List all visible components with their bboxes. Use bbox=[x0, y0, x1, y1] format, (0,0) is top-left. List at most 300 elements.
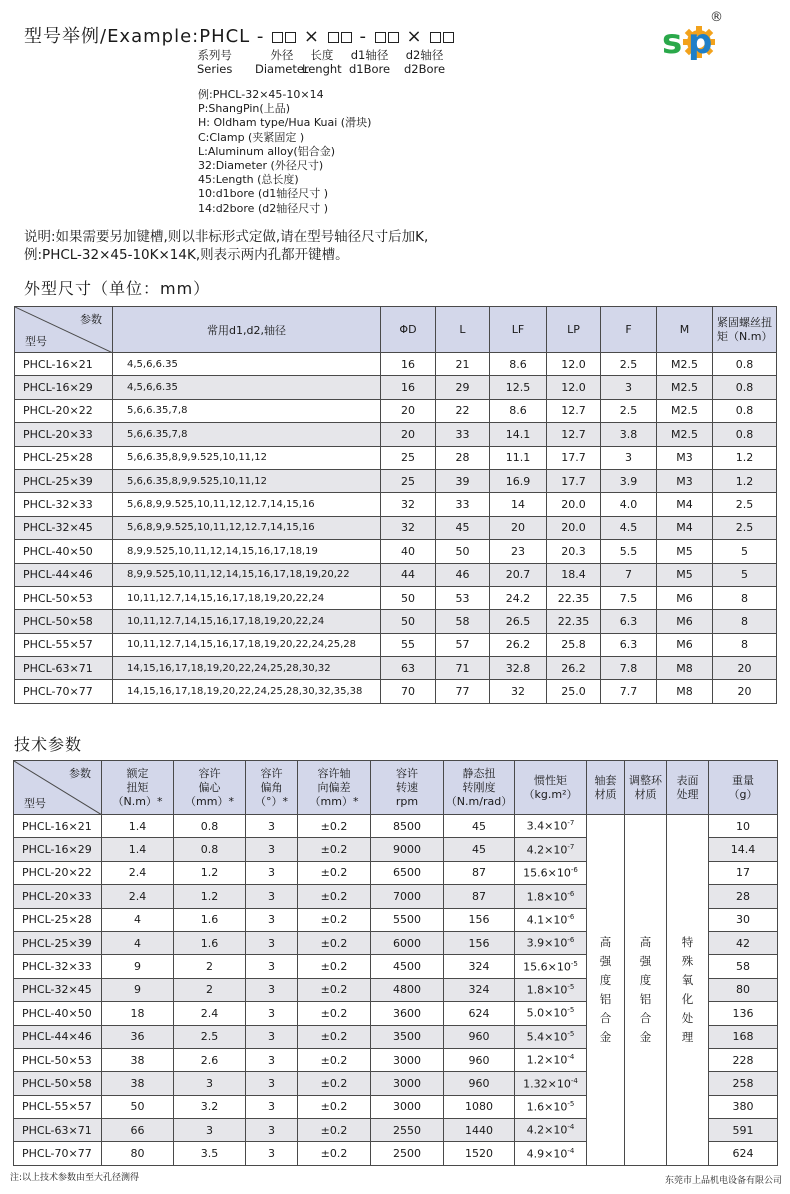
inertia-cell bbox=[515, 838, 587, 861]
stiffness-cell: 960 bbox=[444, 1025, 515, 1048]
model-cell: PHCL-55×57 bbox=[14, 1095, 102, 1118]
example-explanation bbox=[198, 88, 371, 216]
bore-cell: 8,9,9.525,10,11,12,14,15,16,17,18,19 bbox=[113, 540, 381, 563]
screw-torque-cell: 2.5 bbox=[713, 516, 777, 539]
speed-cell: 5500 bbox=[371, 908, 444, 931]
dash-symbol: - bbox=[359, 26, 367, 47]
lf-cell: 32 bbox=[490, 680, 547, 703]
lf-cell: 26.2 bbox=[490, 633, 547, 656]
footer-note: 注:以上技术参数由至大孔径测得 bbox=[10, 1173, 140, 1183]
bore-cell: 4,5,6,6.35 bbox=[113, 376, 381, 399]
dims-column-header: F bbox=[601, 307, 657, 353]
inertia-exponent: -5 bbox=[567, 1100, 575, 1109]
inertia-cell bbox=[515, 1095, 587, 1118]
model-cell: PHCL-16×29 bbox=[14, 838, 102, 861]
ring-material-cell bbox=[625, 815, 667, 1166]
angle-cell: 3 bbox=[246, 1002, 298, 1025]
field-label-en: d2Bore bbox=[404, 62, 446, 76]
weight-cell: 591 bbox=[709, 1119, 778, 1142]
model-cell: PHCL-44×46 bbox=[14, 1025, 102, 1048]
axial-offset-cell: ±0.2 bbox=[298, 1095, 371, 1118]
length-cell: 46 bbox=[436, 563, 490, 586]
eccentricity-cell: 3 bbox=[174, 1119, 246, 1142]
lf-cell: 11.1 bbox=[490, 446, 547, 469]
placeholder-box bbox=[328, 32, 339, 43]
model-cell: PHCL-25×39 bbox=[14, 931, 102, 954]
tech-header-line: 容许 bbox=[396, 766, 418, 780]
tech-header-line: 重量 bbox=[732, 773, 754, 787]
tech-header-line: 处理 bbox=[676, 787, 699, 801]
length-cell: 28 bbox=[436, 446, 490, 469]
tech-header-line: 静态扭 bbox=[462, 766, 496, 780]
header-param-label: 参数 bbox=[80, 313, 102, 326]
lp-cell: 25.0 bbox=[547, 680, 601, 703]
inertia-exponent: -4 bbox=[567, 1053, 575, 1062]
angle-cell: 3 bbox=[246, 885, 298, 908]
model-cell: PHCL-50×53 bbox=[14, 1048, 102, 1071]
field-label-en: d1Bore bbox=[349, 62, 391, 76]
speed-cell: 3000 bbox=[371, 1072, 444, 1095]
company-name: 东莞市上品机电设备有限公司 bbox=[664, 1176, 782, 1186]
field-label bbox=[197, 48, 232, 76]
inertia-mantissa: 4.2×10 bbox=[526, 1124, 568, 1138]
header-corner bbox=[15, 307, 113, 353]
speed-cell: 6000 bbox=[371, 931, 444, 954]
dims-column-header: ΦD bbox=[381, 307, 436, 353]
diameter-cell: 25 bbox=[381, 446, 436, 469]
f-cell: 5.5 bbox=[601, 540, 657, 563]
placeholder-box bbox=[430, 32, 441, 43]
m-cell: M3 bbox=[657, 446, 713, 469]
m-cell: M6 bbox=[657, 586, 713, 609]
lp-cell: 20.3 bbox=[547, 540, 601, 563]
tech-column-header bbox=[667, 761, 709, 815]
diameter-cell: 16 bbox=[381, 376, 436, 399]
lp-cell: 20.0 bbox=[547, 516, 601, 539]
tech-column-header bbox=[625, 761, 667, 815]
inertia-cell bbox=[515, 1119, 587, 1142]
dims-table-row bbox=[15, 680, 777, 703]
speed-cell: 6500 bbox=[371, 861, 444, 884]
angle-cell: 3 bbox=[246, 815, 298, 838]
tech-header-line: 表面 bbox=[676, 773, 699, 787]
inertia-mantissa: 4.2×10 bbox=[526, 843, 568, 857]
dims-table-row bbox=[15, 469, 777, 492]
inertia-exponent: -7 bbox=[567, 842, 575, 851]
model-cell: PHCL-40×50 bbox=[14, 1002, 102, 1025]
sleeve-material-cell-text: 高强度铝合金 bbox=[599, 934, 612, 1044]
angle-cell: 3 bbox=[246, 955, 298, 978]
tech-header-line: （kg.m²） bbox=[523, 787, 578, 801]
axial-offset-cell: ±0.2 bbox=[298, 931, 371, 954]
eccentricity-cell: 2.6 bbox=[174, 1048, 246, 1071]
m-cell: M4 bbox=[657, 493, 713, 516]
tech-header-line: （N.m/rad） bbox=[445, 794, 513, 808]
lp-cell: 12.7 bbox=[547, 423, 601, 446]
inertia-exponent: -4 bbox=[567, 1146, 575, 1155]
lf-cell: 16.9 bbox=[490, 469, 547, 492]
axial-offset-cell: ±0.2 bbox=[298, 885, 371, 908]
inertia-exponent: -4 bbox=[570, 1076, 578, 1085]
tech-header-line: 容许 bbox=[198, 766, 221, 780]
rated-torque-cell: 18 bbox=[102, 1002, 174, 1025]
eccentricity-cell: 0.8 bbox=[174, 815, 246, 838]
m-cell: M2.5 bbox=[657, 399, 713, 422]
model-cell: PHCL-50×58 bbox=[14, 1072, 102, 1095]
inertia-cell bbox=[515, 955, 587, 978]
tech-header-line: rpm bbox=[395, 794, 419, 808]
stiffness-cell: 1440 bbox=[444, 1119, 515, 1142]
tech-column-header bbox=[709, 761, 778, 815]
weight-cell: 17 bbox=[709, 861, 778, 884]
diameter-cell: 63 bbox=[381, 657, 436, 680]
tech-header-line: （mm）* bbox=[309, 794, 359, 808]
placeholder-box bbox=[388, 32, 399, 43]
dims-column-header: LP bbox=[547, 307, 601, 353]
ring-material-cell-text: 高强度铝合金 bbox=[639, 934, 652, 1044]
placeholder-box bbox=[443, 32, 454, 43]
rated-torque-cell: 38 bbox=[102, 1072, 174, 1095]
eccentricity-cell: 2 bbox=[174, 978, 246, 1001]
length-cell: 57 bbox=[436, 633, 490, 656]
angle-cell: 3 bbox=[246, 978, 298, 1001]
speed-cell: 9000 bbox=[371, 838, 444, 861]
inertia-mantissa: 3.9×10 bbox=[526, 936, 568, 950]
axial-offset-cell: ±0.2 bbox=[298, 955, 371, 978]
weight-cell: 168 bbox=[709, 1025, 778, 1048]
rated-torque-cell: 2.4 bbox=[102, 861, 174, 884]
tech-header-line: （mm）* bbox=[185, 794, 234, 808]
stiffness-cell: 45 bbox=[444, 838, 515, 861]
f-cell: 6.3 bbox=[601, 633, 657, 656]
field-label bbox=[302, 48, 342, 76]
length-cell: 22 bbox=[436, 399, 490, 422]
angle-cell: 3 bbox=[246, 1142, 298, 1165]
model-cell: PHCL-40×50 bbox=[15, 540, 113, 563]
screw-torque-cell: 0.8 bbox=[713, 423, 777, 446]
model-cell: PHCL-32×33 bbox=[14, 955, 102, 978]
f-cell: 7.8 bbox=[601, 657, 657, 680]
lf-cell: 14.1 bbox=[490, 423, 547, 446]
inertia-exponent: -7 bbox=[567, 819, 575, 828]
length-cell: 45 bbox=[436, 516, 490, 539]
model-cell: PHCL-50×53 bbox=[15, 586, 113, 609]
model-cell: PHCL-55×57 bbox=[15, 633, 113, 656]
length-cell: 53 bbox=[436, 586, 490, 609]
speed-cell: 2500 bbox=[371, 1142, 444, 1165]
dims-column-header: 紧固螺丝扭矩（N.m） bbox=[713, 307, 777, 353]
axial-offset-cell: ±0.2 bbox=[298, 1119, 371, 1142]
explanation-line: 例:PHCL-32×45-10×14 bbox=[198, 88, 324, 101]
inertia-exponent: -6 bbox=[567, 912, 575, 921]
keyway-note-line2: 例:PHCL-32×45-10K×14K,则表示两内孔都开键槽。 bbox=[24, 247, 349, 263]
placeholder-box bbox=[272, 32, 283, 43]
bore-cell: 4,5,6,6.35 bbox=[113, 353, 381, 376]
lp-cell: 12.7 bbox=[547, 399, 601, 422]
field-label-en: Lenght bbox=[302, 62, 342, 76]
dims-table-row bbox=[15, 516, 777, 539]
f-cell: 6.3 bbox=[601, 610, 657, 633]
explanation-line: L:Aluminum alloy(铝合金) bbox=[198, 144, 335, 158]
lp-cell: 20.0 bbox=[547, 493, 601, 516]
inertia-cell bbox=[515, 1002, 587, 1025]
keyway-note bbox=[24, 228, 428, 264]
example-title bbox=[24, 22, 455, 48]
sleeve-material-cell bbox=[587, 815, 625, 1166]
stiffness-cell: 960 bbox=[444, 1048, 515, 1071]
inertia-cell bbox=[515, 861, 587, 884]
inertia-cell bbox=[515, 908, 587, 931]
weight-cell: 58 bbox=[709, 955, 778, 978]
angle-cell: 3 bbox=[246, 838, 298, 861]
m-cell: M8 bbox=[657, 680, 713, 703]
header-model-label: 型号 bbox=[25, 335, 47, 348]
eccentricity-cell: 3.5 bbox=[174, 1142, 246, 1165]
dims-table-row bbox=[15, 376, 777, 399]
tech-header-line: 转速 bbox=[396, 780, 418, 794]
inertia-cell bbox=[515, 815, 587, 838]
screw-torque-cell: 1.2 bbox=[713, 446, 777, 469]
length-cell: 21 bbox=[436, 353, 490, 376]
speed-cell: 8500 bbox=[371, 815, 444, 838]
inertia-mantissa: 5.4×10 bbox=[526, 1030, 568, 1044]
diameter-cell: 50 bbox=[381, 586, 436, 609]
explanation-line: H: Oldham type/Hua Kuai (滑块) bbox=[198, 116, 372, 130]
rated-torque-cell: 2.4 bbox=[102, 885, 174, 908]
inertia-cell bbox=[515, 931, 587, 954]
tech-table-row bbox=[14, 815, 778, 838]
diameter-cell: 25 bbox=[381, 469, 436, 492]
weight-cell: 380 bbox=[709, 1095, 778, 1118]
screw-torque-cell: 5 bbox=[713, 563, 777, 586]
eccentricity-cell: 1.2 bbox=[174, 885, 246, 908]
length-cell: 58 bbox=[436, 610, 490, 633]
screw-torque-cell: 0.8 bbox=[713, 353, 777, 376]
axial-offset-cell: ±0.2 bbox=[298, 838, 371, 861]
tech-header-line: 容许 bbox=[260, 766, 283, 780]
field-label-cn: 系列号 bbox=[197, 48, 232, 62]
tech-column-header bbox=[102, 761, 174, 815]
diameter-cell: 20 bbox=[381, 399, 436, 422]
lf-cell: 20 bbox=[490, 516, 547, 539]
f-cell: 3 bbox=[601, 376, 657, 399]
tech-column-header bbox=[444, 761, 515, 815]
rated-torque-cell: 38 bbox=[102, 1048, 174, 1071]
tech-header-line: （N.m）* bbox=[112, 794, 163, 808]
placeholder-box bbox=[375, 32, 386, 43]
m-cell: M6 bbox=[657, 633, 713, 656]
weight-cell: 28 bbox=[709, 885, 778, 908]
m-cell: M6 bbox=[657, 610, 713, 633]
speed-cell: 4800 bbox=[371, 978, 444, 1001]
bore-cell: 5,6,6.35,7,8 bbox=[113, 423, 381, 446]
inertia-cell bbox=[515, 1142, 587, 1165]
model-cell: PHCL-63×71 bbox=[14, 1119, 102, 1142]
inertia-exponent: -4 bbox=[567, 1123, 575, 1132]
length-cell: 33 bbox=[436, 423, 490, 446]
weight-cell: 258 bbox=[709, 1072, 778, 1095]
tech-column-header bbox=[174, 761, 246, 815]
rated-torque-cell: 1.4 bbox=[102, 815, 174, 838]
model-cell: PHCL-32×33 bbox=[15, 493, 113, 516]
diameter-cell: 16 bbox=[381, 353, 436, 376]
dimensions-table bbox=[14, 306, 777, 704]
lf-cell: 14 bbox=[490, 493, 547, 516]
angle-cell: 3 bbox=[246, 931, 298, 954]
screw-torque-cell: 0.8 bbox=[713, 399, 777, 422]
screw-torque-cell: 0.8 bbox=[713, 376, 777, 399]
weight-cell: 136 bbox=[709, 1002, 778, 1025]
bore-cell: 14,15,16,17,18,19,20,22,24,25,28,30,32,35,38 bbox=[113, 680, 381, 703]
inertia-cell bbox=[515, 1048, 587, 1071]
dims-table-row bbox=[15, 423, 777, 446]
placeholder-box bbox=[285, 32, 296, 43]
bore-cell: 5,6,8,9,9.525,10,11,12,12.7,14,15,16 bbox=[113, 516, 381, 539]
eccentricity-cell: 1.2 bbox=[174, 861, 246, 884]
lp-cell: 17.7 bbox=[547, 446, 601, 469]
rated-torque-cell: 9 bbox=[102, 978, 174, 1001]
model-cell: PHCL-50×58 bbox=[15, 610, 113, 633]
stiffness-cell: 960 bbox=[444, 1072, 515, 1095]
stiffness-cell: 156 bbox=[444, 931, 515, 954]
eccentricity-cell: 1.6 bbox=[174, 908, 246, 931]
tech-column-header bbox=[515, 761, 587, 815]
axial-offset-cell: ±0.2 bbox=[298, 978, 371, 1001]
length-cell: 77 bbox=[436, 680, 490, 703]
m-cell: M2.5 bbox=[657, 376, 713, 399]
diameter-cell: 32 bbox=[381, 516, 436, 539]
model-cell: PHCL-25×39 bbox=[15, 469, 113, 492]
inertia-cell bbox=[515, 885, 587, 908]
bore-cell: 8,9,9.525,10,11,12,14,15,16,17,18,19,20,22 bbox=[113, 563, 381, 586]
tech-header-line: 材质 bbox=[634, 787, 657, 801]
example-title-prefix: 型号举例/Example:PHCL - bbox=[24, 26, 265, 47]
lf-cell: 20.7 bbox=[490, 563, 547, 586]
lp-cell: 22.35 bbox=[547, 586, 601, 609]
header-corner bbox=[14, 761, 102, 815]
inertia-mantissa: 15.6×10 bbox=[523, 866, 571, 880]
lf-cell: 23 bbox=[490, 540, 547, 563]
bore-cell: 5,6,6.35,8,9,9.525,10,11,12 bbox=[113, 469, 381, 492]
bore-cell: 5,6,6.35,7,8 bbox=[113, 399, 381, 422]
inertia-mantissa: 1.2×10 bbox=[526, 1053, 568, 1067]
screw-torque-cell: 8 bbox=[713, 633, 777, 656]
explanation-line: 32:Diameter (外径尺寸) bbox=[198, 159, 324, 173]
eccentricity-cell: 1.6 bbox=[174, 931, 246, 954]
tech-header-line: 偏心 bbox=[198, 780, 221, 794]
diameter-cell: 70 bbox=[381, 680, 436, 703]
tech-column-header bbox=[246, 761, 298, 815]
screw-torque-cell: 2.5 bbox=[713, 493, 777, 516]
field-label bbox=[255, 48, 309, 76]
lp-cell: 12.0 bbox=[547, 376, 601, 399]
tech-header-line: （°）* bbox=[255, 794, 288, 808]
inertia-mantissa: 15.6×10 bbox=[523, 960, 571, 974]
weight-cell: 14.4 bbox=[709, 838, 778, 861]
tech-column-header bbox=[587, 761, 625, 815]
m-cell: M2.5 bbox=[657, 423, 713, 446]
inertia-mantissa: 1.8×10 bbox=[526, 983, 568, 997]
tech-header-line: 扭矩 bbox=[126, 780, 149, 794]
header-param-label: 参数 bbox=[69, 767, 91, 780]
bore-cell: 10,11,12.7,14,15,16,17,18,19,20,22,24 bbox=[113, 586, 381, 609]
axial-offset-cell: ±0.2 bbox=[298, 1072, 371, 1095]
inertia-mantissa: 3.4×10 bbox=[526, 820, 568, 834]
length-cell: 50 bbox=[436, 540, 490, 563]
f-cell: 4.0 bbox=[601, 493, 657, 516]
diameter-cell: 32 bbox=[381, 493, 436, 516]
angle-cell: 3 bbox=[246, 1048, 298, 1071]
f-cell: 3 bbox=[601, 446, 657, 469]
length-cell: 39 bbox=[436, 469, 490, 492]
inertia-exponent: -6 bbox=[567, 889, 575, 898]
model-cell: PHCL-63×71 bbox=[15, 657, 113, 680]
tech-header-line: 轴套 bbox=[594, 773, 617, 787]
f-cell: 2.5 bbox=[601, 353, 657, 376]
rated-torque-cell: 36 bbox=[102, 1025, 174, 1048]
technical-parameters-table bbox=[13, 760, 778, 1166]
weight-cell: 228 bbox=[709, 1048, 778, 1071]
rated-torque-cell: 80 bbox=[102, 1142, 174, 1165]
speed-cell: 3000 bbox=[371, 1048, 444, 1071]
stiffness-cell: 1520 bbox=[444, 1142, 515, 1165]
tech-header-line: 惯性矩 bbox=[534, 773, 567, 787]
length-cell: 29 bbox=[436, 376, 490, 399]
stiffness-cell: 324 bbox=[444, 955, 515, 978]
eccentricity-cell: 3.2 bbox=[174, 1095, 246, 1118]
weight-cell: 10 bbox=[709, 815, 778, 838]
weight-cell: 624 bbox=[709, 1142, 778, 1165]
diameter-cell: 50 bbox=[381, 610, 436, 633]
dims-table-row bbox=[15, 353, 777, 376]
registered-mark: ® bbox=[710, 10, 723, 25]
model-cell: PHCL-20×22 bbox=[15, 399, 113, 422]
screw-torque-cell: 20 bbox=[713, 657, 777, 680]
dims-table-row bbox=[15, 540, 777, 563]
tech-header-line: 容许轴 bbox=[317, 766, 351, 780]
company-logo bbox=[658, 10, 723, 72]
speed-cell: 3000 bbox=[371, 1095, 444, 1118]
dims-column-header: 常用d1,d2,轴径 bbox=[113, 307, 381, 353]
speed-cell: 2550 bbox=[371, 1119, 444, 1142]
field-label-en: Series bbox=[197, 62, 233, 76]
field-label-cn: 外径 bbox=[270, 48, 294, 62]
speed-cell: 4500 bbox=[371, 955, 444, 978]
surface-treatment-cell-text: 特殊氧化处理 bbox=[681, 934, 694, 1044]
stiffness-cell: 45 bbox=[444, 815, 515, 838]
tech-header-line: 材质 bbox=[594, 787, 617, 801]
dims-table-row bbox=[15, 610, 777, 633]
tech-header-line: 调整环 bbox=[629, 773, 662, 787]
explanation-line: 45:Length (总长度) bbox=[198, 173, 299, 187]
stiffness-cell: 1080 bbox=[444, 1095, 515, 1118]
screw-torque-cell: 8 bbox=[713, 610, 777, 633]
eccentricity-cell: 2.4 bbox=[174, 1002, 246, 1025]
lf-cell: 32.8 bbox=[490, 657, 547, 680]
lf-cell: 8.6 bbox=[490, 353, 547, 376]
model-cell: PHCL-16×21 bbox=[15, 353, 113, 376]
inertia-cell bbox=[515, 978, 587, 1001]
field-label-en: Diameter bbox=[255, 62, 309, 76]
model-cell: PHCL-70×77 bbox=[15, 680, 113, 703]
f-cell: 7.5 bbox=[601, 586, 657, 609]
dims-column-header: LF bbox=[490, 307, 547, 353]
eccentricity-cell: 3 bbox=[174, 1072, 246, 1095]
field-label bbox=[404, 48, 445, 76]
dims-table-row bbox=[15, 657, 777, 680]
screw-torque-cell: 8 bbox=[713, 586, 777, 609]
model-cell: PHCL-44×46 bbox=[15, 563, 113, 586]
